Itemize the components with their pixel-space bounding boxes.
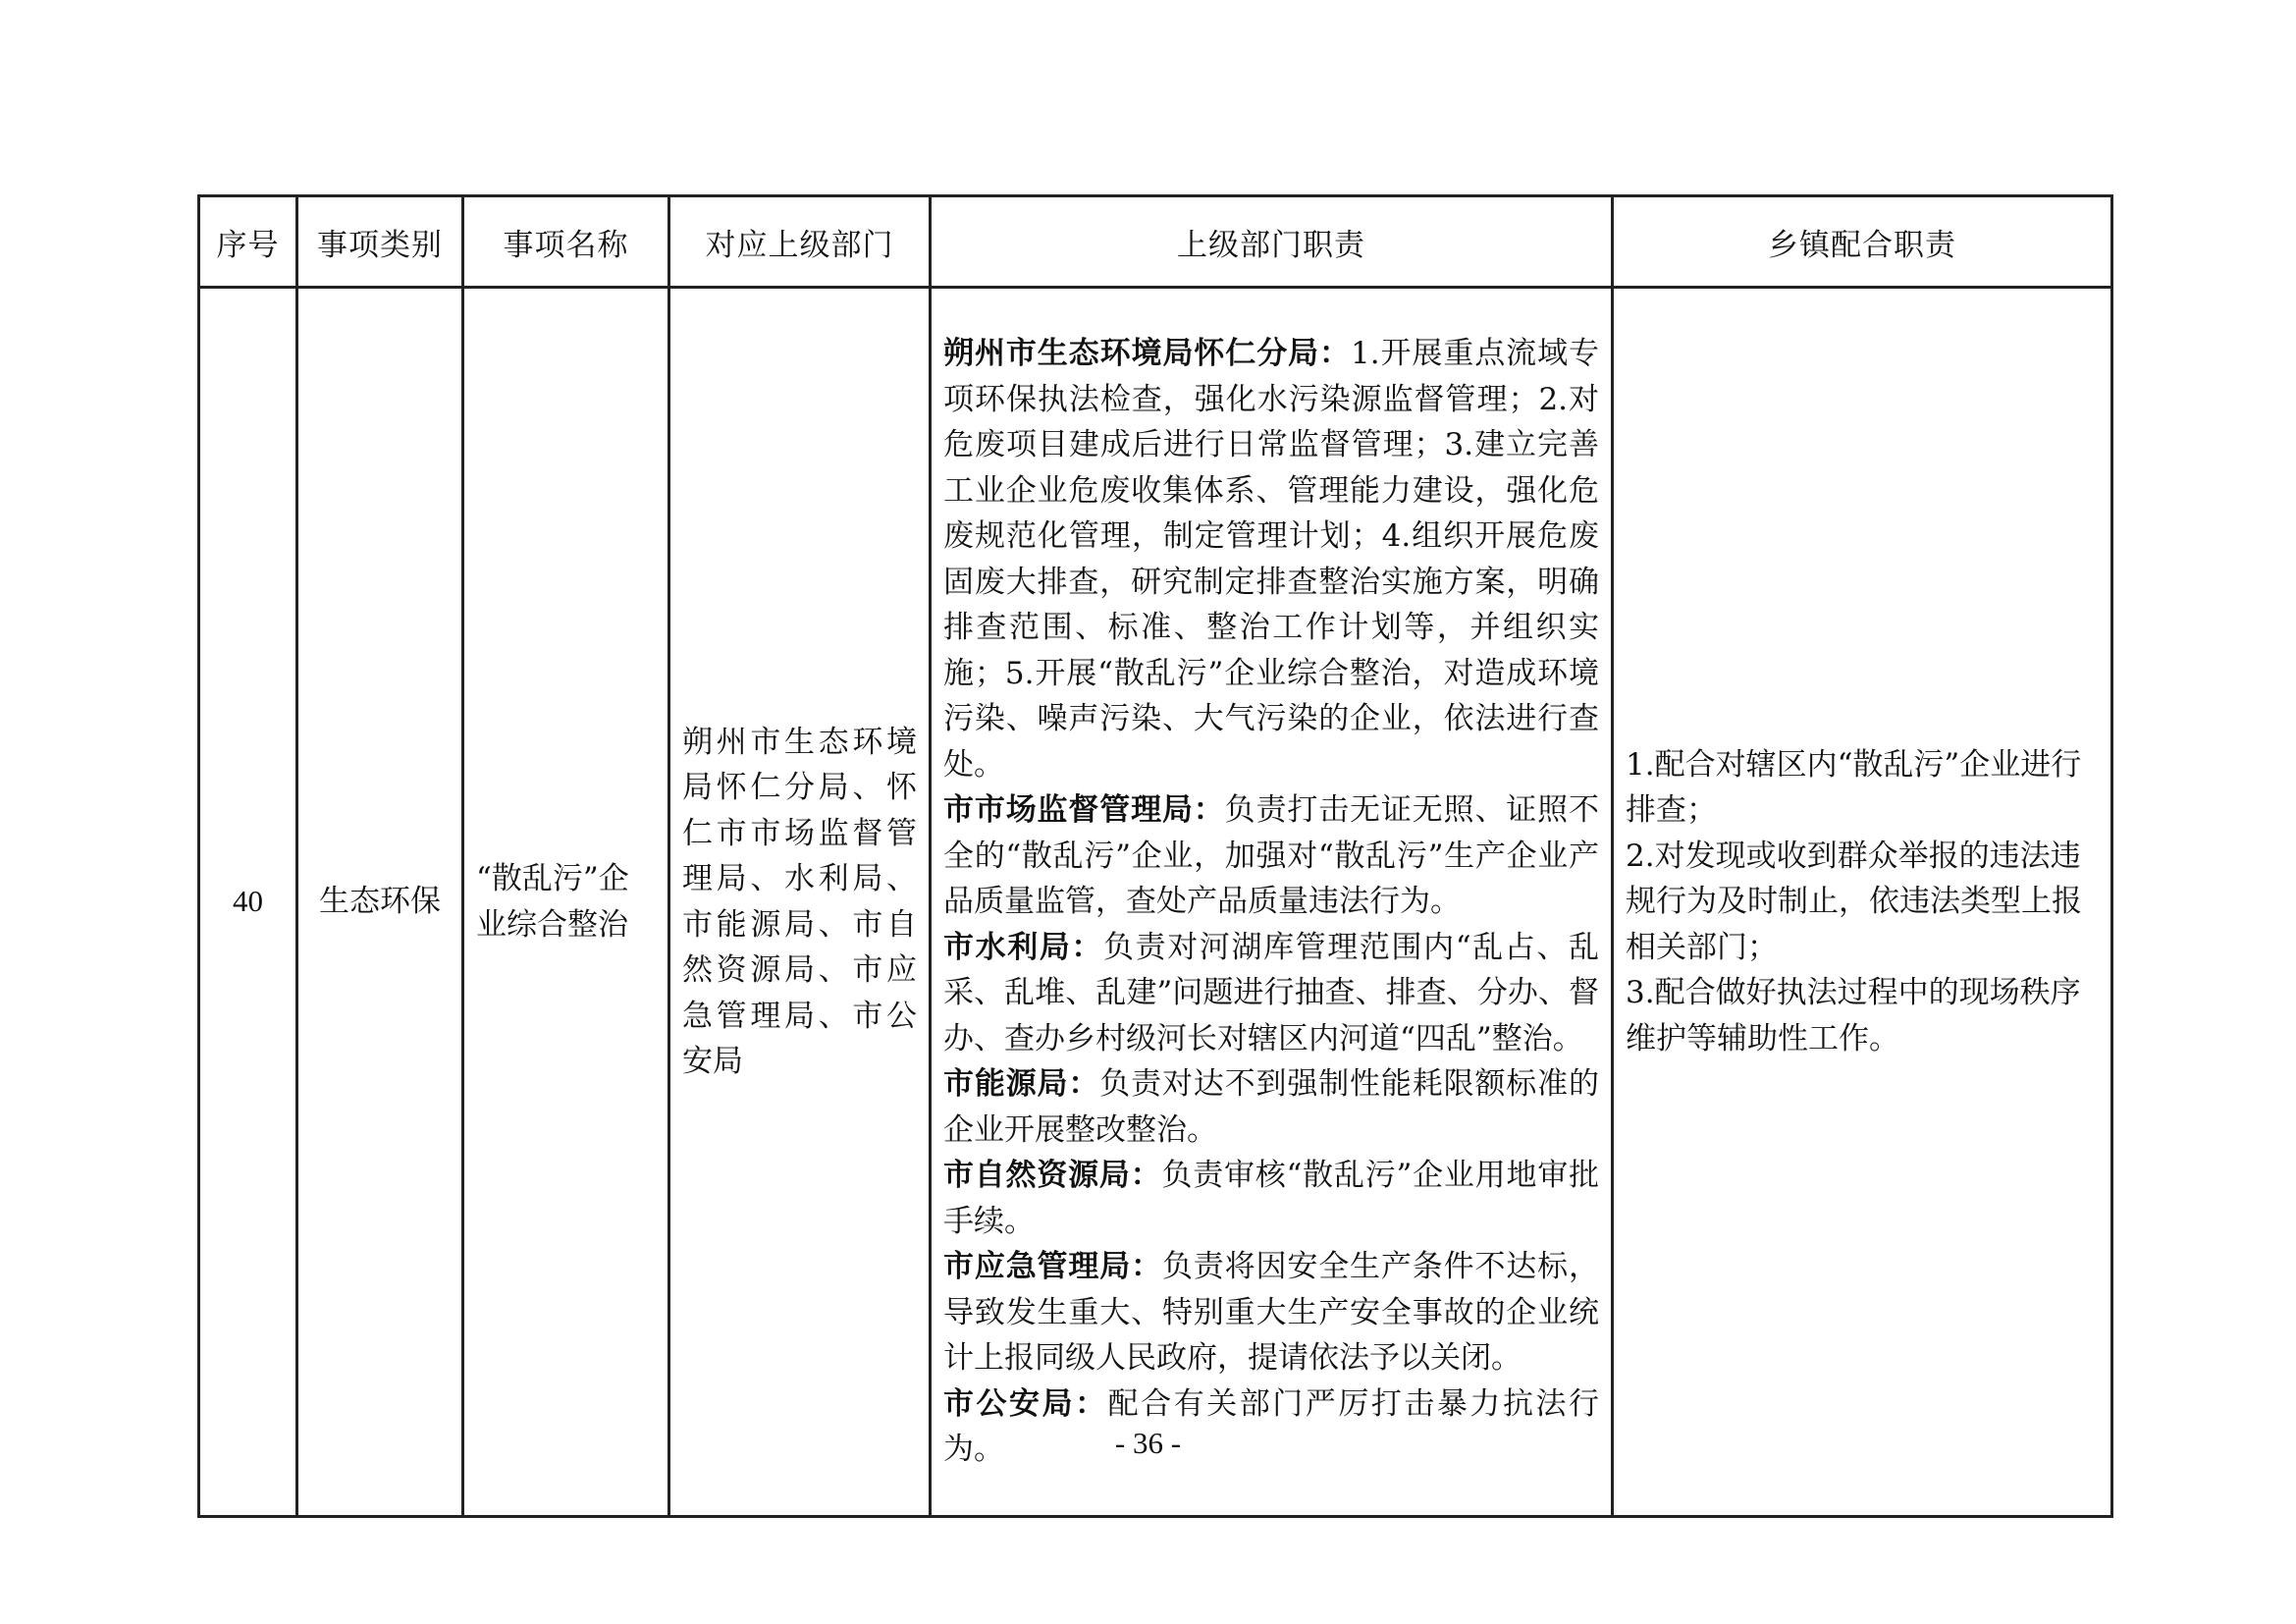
duty-text: 1.开展重点流域专项环保执法检查，强化水污染源监督管理；2.对危废项目建成后进行日常监督管理；3.建立完善工业企业危废收集体系、管理能力建设，强化危废规范化管理，制定管理计划；4.组织开展危废固废大排查，研究制定排查整治实施方案，明确排查范围、标准、整治工作计划等，并组织实施；5.开展“散乱污”企业综合整治，对造成环境污染、噪声污染、大气污染的企业，依法进行查处。	[943, 336, 1600, 783]
duty-text: 配合有关部门严厉打击暴力抗法行为。	[943, 1385, 1600, 1468]
duty-dept-label: 朔州市生态环境局怀仁分局：	[943, 336, 1351, 372]
duty-dept-label: 市应急管理局：	[943, 1249, 1162, 1285]
table-row	[199, 288, 2112, 1517]
duty-paragraph	[943, 331, 1599, 787]
page-number: - 36 -	[1114, 1426, 1182, 1460]
duty-table	[197, 194, 2113, 1518]
duty-text: 负责将因安全生产条件不达标，导致发生重大、特别重大生产安全事故的企业统计上报同级人民政府，提请依法予以关闭。	[943, 1249, 1600, 1377]
duty-paragraph	[943, 1153, 1599, 1244]
duty-text: 负责审核“散乱污”企业用地审批手续。	[943, 1158, 1599, 1239]
town-duty-item: 2.对发现或收到群众举报的违法违规行为及时制止，依违法类型上报相关部门；	[1626, 838, 2082, 965]
header-seq: 序号	[199, 196, 297, 288]
duty-paragraph	[943, 1244, 1599, 1381]
cell-item: “散乱污”企业综合整治	[463, 288, 669, 1517]
header-item: 事项名称	[463, 196, 669, 288]
duty-dept-label: 市公安局：	[943, 1385, 1108, 1422]
cell-category: 生态环保	[297, 288, 463, 1517]
header-department: 对应上级部门	[669, 196, 931, 288]
header-row	[199, 196, 2112, 288]
duty-text: 负责对河湖库管理范围内“乱占、乱采、乱堆、乱建”问题进行抽查、排查、分办、督办、查办乡村级河长对辖区内河道“四乱”整治。	[943, 929, 1599, 1056]
header-category: 事项类别	[297, 196, 463, 288]
town-duty-item: 1.配合对辖区内“散乱污”企业进行排查；	[1626, 746, 2082, 829]
header-town-duties: 乡镇配合职责	[1613, 196, 2112, 288]
duty-paragraph	[943, 787, 1599, 925]
duty-paragraph	[943, 925, 1599, 1062]
cell-duties	[931, 288, 1613, 1517]
duty-paragraph	[943, 1061, 1599, 1153]
duty-dept-label: 市自然资源局：	[943, 1158, 1162, 1194]
cell-departments: 朔州市生态环境局怀仁分局、怀仁市市场监督管理局、水利局、市能源局、市自然资源局、市应急管理局、市公安局	[669, 288, 931, 1517]
duty-dept-label: 市能源局：	[943, 1066, 1100, 1103]
town-duty-item: 3.配合做好执法过程中的现场秩序维护等辅助性工作。	[1626, 975, 2081, 1056]
cell-town-duties	[1613, 288, 2112, 1517]
duty-text: 负责对达不到强制性能耗限额标准的企业开展整改整治。	[943, 1066, 1599, 1148]
duty-text: 负责打击无证无照、证照不全的“散乱污”企业，加强对“散乱污”生产企业产品质量监管，查处产品质量违法行为。	[943, 792, 1600, 920]
header-duties: 上级部门职责	[931, 196, 1613, 288]
duty-dept-label: 市水利局：	[943, 929, 1104, 965]
cell-seq: 40	[199, 288, 297, 1517]
duty-dept-label: 市市场监督管理局：	[943, 792, 1225, 829]
